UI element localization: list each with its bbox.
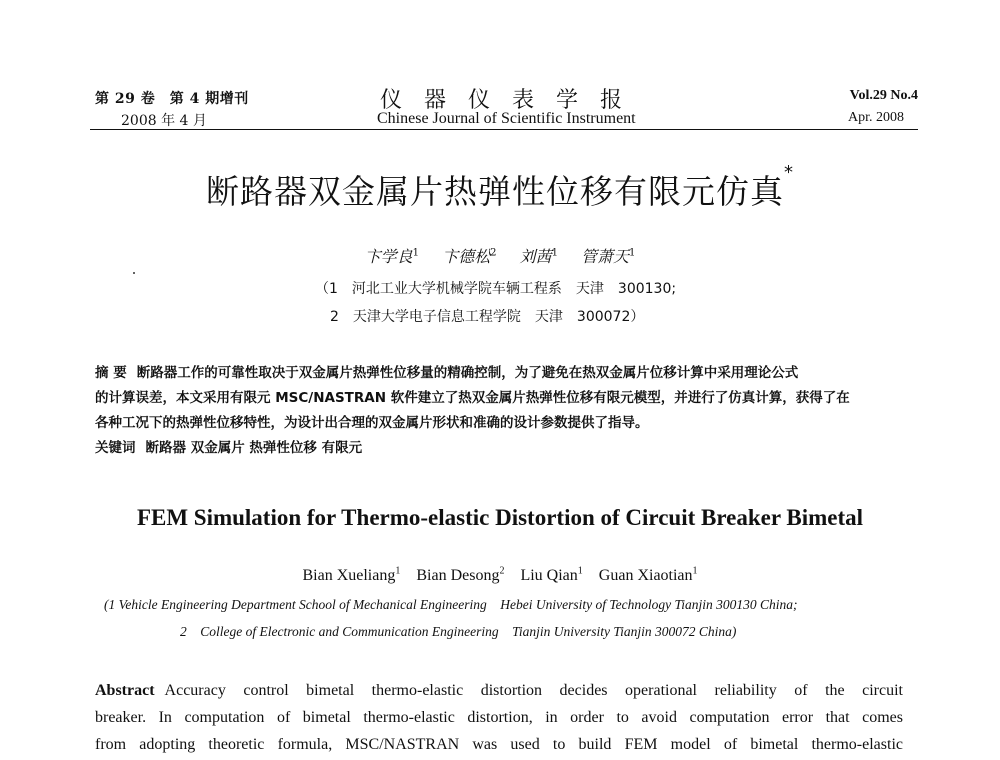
header-vol-no: Vol.29 No.4 [849, 88, 918, 103]
journal-title-cn: 仪器仪表学报 [380, 88, 645, 113]
keywords-cn-label: 关键词 [95, 440, 136, 456]
authors-en [0, 566, 1000, 585]
author-cn: 卞德松$^2$ [442, 247, 497, 266]
abstract-en-line2: breaker. In computation of bimetal thermo-elastic distortion, in order to avoid computation error that comes [95, 709, 903, 726]
author-en: Guan Xiaotian$^1$ [598, 566, 698, 585]
abstract-cn-line2: 的计算误差，本文采用有限元 MSC/NASTRAN 软件建立了热双金属片热弹性位移有限元模型，并进行了仿真计算，获得了在 [95, 390, 850, 406]
affiliation-cn-1: （1 河北工业大学机械学院车辆工程系 天津 300130; [315, 281, 677, 297]
abstract-en-label: Abstract [95, 682, 155, 699]
abstract-en-line3: from adopting theoretic formula, MSC/NASTRAN was used to build FEM model of bimetal thermo-elastic [95, 736, 903, 753]
affiliation-en-1: (1 Vehicle Engineering Department School of Mechanical Engineering Hebei University of Technology Tianjin 300130 China; [104, 597, 798, 612]
stray-dot [133, 272, 135, 274]
paper-title-cn [0, 162, 1000, 213]
header-date-cn: 2008 年 4 月 [121, 113, 207, 129]
authors-cn [0, 244, 1000, 267]
footnote-mark: * [784, 162, 794, 183]
author-cn: 卞学良$^1$ [364, 247, 419, 266]
header-date-en: Apr. 2008 [848, 110, 904, 125]
abstract-cn-label: 摘 要 [95, 365, 127, 381]
paper-title-en: FEM Simulation for Thermo-elastic Distortion of Circuit Breaker Bimetal [136, 505, 864, 530]
affiliation-en-2: 2 College of Electronic and Communication Engineering Tianjin University Tianjin 300072 China) [180, 624, 737, 639]
author-en: Bian Desong$^2$ [416, 566, 505, 585]
affiliation-cn-2: 2 天津大学电子信息工程学院 天津 300072） [330, 309, 645, 325]
header-volume-issue: 第 29 卷 第 4 期增刊 [95, 91, 249, 107]
abstract-cn-line3: 各种工况下的热弹性位移特性，为设计出合理的双金属片形状和准确的设计参数提供了指导。 [95, 415, 649, 431]
keywords-cn-text: 断路器 双金属片 热弹性位移 有限元 [145, 440, 363, 456]
keywords-cn [95, 436, 910, 461]
journal-title-en: Chinese Journal of Scientific Instrument [377, 110, 636, 127]
author-cn: 管萧天$^1$ [581, 247, 636, 266]
abstract-en-line1: Abstract Accuracy control bimetal thermo-elastic distortion decides operational reliability of the circuit [95, 682, 903, 699]
author-en: Liu Qian$^1$ [520, 566, 583, 585]
author-cn: 刘茜$^1$ [519, 247, 558, 266]
paper-title-cn-text: 断路器双金属片热弹性位移有限元仿真 [206, 172, 784, 211]
header-rule [90, 129, 918, 130]
abstract-cn-line1: 摘 要 断路器工作的可靠性取决于双金属片热弹性位移量的精确控制，为了避免在热双金属片位移计算中采用理论公式 [95, 365, 799, 381]
author-en: Bian Xueliang$^1$ [302, 566, 401, 585]
